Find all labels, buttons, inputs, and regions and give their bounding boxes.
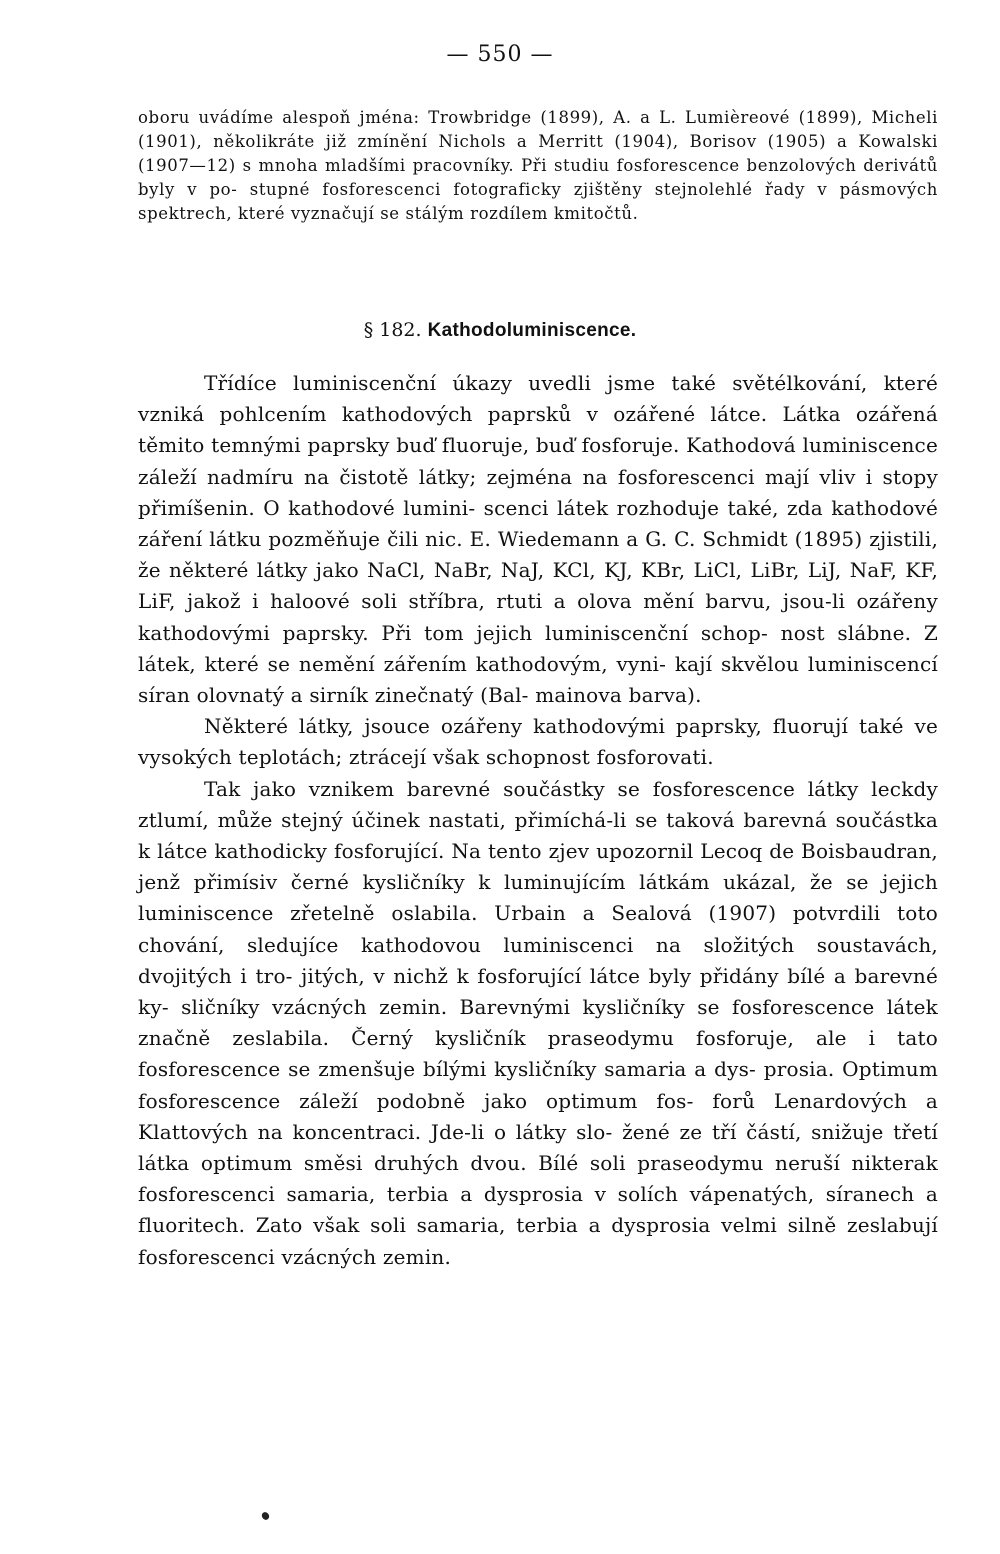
text-line: ozářená těmito temnými paprsky buď fluoruje, buď fosforuje.: [138, 402, 938, 458]
text-line: k luminujícím látkám ukázal, že se jejich luminiscence zřetelně: [138, 870, 939, 926]
paragraph: [138, 774, 938, 1273]
text-line: Třídíce luminiscenční úkazy uvedli jsme také světélkování,: [204, 371, 868, 395]
text-line: pracovníky. Při studiu fosforescence benzolových derivátů byly v po-: [138, 156, 938, 199]
text-line: žené ze tří částí, snižuje třetí látka optimum směsi druhých dvou.: [138, 1119, 939, 1176]
section-number: § 182.: [363, 319, 422, 341]
section-heading: [0, 315, 1000, 346]
text-line: sličníky vzácných zemin. Barevnými kysličníky se fosforescence: [181, 995, 875, 1020]
text-line: také ve vysokých teplotách; ztrácejí však schopnost fosforovati.: [138, 714, 939, 770]
page-number: — 550 —: [446, 42, 554, 67]
text-line: kathodovou luminiscenci na složitých soustavách, dvojitých i tro-: [138, 932, 938, 988]
text-line: (1899), Micheli (1901), několikráte již zmínění Nichols a Merritt: [138, 108, 939, 151]
text-line: nost slábne. Z látek, které se nemění zářením kathodovým, vyni-: [138, 620, 938, 676]
text-line: leckdy ztlumí, může stejný účinek nastati, přimíchá-li se taková: [138, 776, 939, 832]
text-line: vzácných zemin.: [281, 1244, 452, 1269]
text-line: mainova barva).: [535, 683, 702, 708]
section-title: Kathodoluminiscence.: [427, 320, 637, 341]
text-line: forů Lenardových a Klattových na koncentraci. Jde-li o látky slo-: [138, 1088, 938, 1144]
text-line: oboru uvádíme alespoň jména: Trowbridge (1899), A. a L. Lumièreové: [138, 108, 791, 127]
text-line: které vzniká pohlcením kathodových paprsků v ozářené látce. Látka: [138, 371, 938, 427]
paragraph: [138, 711, 938, 773]
intro-paragraph: [138, 106, 938, 226]
section-body: [138, 368, 938, 1273]
text-line: látek značně zeslabila. Černý kysličník praseodymu fosforuje, ale: [138, 995, 938, 1051]
text-line: na fosforescenci mají vliv i stopy přimíšenin. O kathodové lumini-: [138, 464, 939, 520]
text-line: upozornil Lecoq de Boisbaudran, jenž přimísiv černé kysličníky: [138, 839, 938, 895]
ink-speck: [260, 1511, 270, 1522]
paragraph: [138, 368, 938, 711]
text-line: i tato fosforescence se zmenšuje bílými kysličníky samaria a dys-: [138, 1026, 938, 1082]
text-line: jitých, v nichž k fosforující látce byly přidány bílé a barevné ky-: [138, 963, 938, 1020]
text-line: scenci látek rozhoduje také, zda kathodové záření látku pozměňuje: [138, 495, 939, 552]
text-line: soli samaria, terbia a dysprosia velmi silně zeslabují fosforescenci: [138, 1213, 939, 1269]
text-line: ozářeny kathodovými paprsky. Při tom jejich luminiscenční schop-: [138, 589, 938, 645]
text-line: KF, LiF, jakož i haloové soli stříbra, rtuti a olova mění barvu, jsou-li: [138, 558, 939, 614]
text-line: Některé látky, jsouce ozářeny kathodovými paprsky, fluorují: [204, 714, 849, 739]
text-line: barevná součástka k látce kathodicky fosforující. Na tento zjev: [138, 807, 939, 864]
text-line: látky jako NaCl, NaBr, NaJ, KCl, KJ, KBr, LiCl, LiBr, LiJ, NaF,: [256, 558, 898, 583]
text-line: spektrech, které vyznačují se stálým rozdílem kmitočtů.: [138, 204, 639, 223]
text-line: prosia. Optimum fosforescence záleží podobně jako optimum fos-: [138, 1057, 938, 1113]
text-line: Tak jako vznikem barevné součástky se fosforescence látky: [204, 776, 859, 801]
text-line: stupné fosforescenci fotograficky zjištěny stejnolehlé řady v pásmových: [249, 180, 938, 199]
text-line: čili nic. E. Wiedemann a G. C. Schmidt (1895) zjistili, že některé: [138, 527, 938, 583]
text-line: oslabila. Urbain a Sealová (1907) potvrdili toto chování, sledujíce: [138, 901, 938, 957]
text-line: a dysprosia v solích vápenatých, síranech a fluoritech. Zato však: [138, 1182, 939, 1238]
text-line: Kathodová luminiscence záleží nadmíru na čistotě látky; zejména: [138, 433, 938, 489]
text-line: (1904), Borisov (1905) a Kowalski (1907—12) s mnoha mladšími: [138, 132, 938, 175]
text-line: Bílé soli praseodymu neruší nikterak fosforescenci samaria, terbia: [138, 1151, 938, 1207]
text-line: kají skvělou luminiscencí síran olovnatý a sirník zinečnatý (Bal-: [138, 651, 938, 708]
